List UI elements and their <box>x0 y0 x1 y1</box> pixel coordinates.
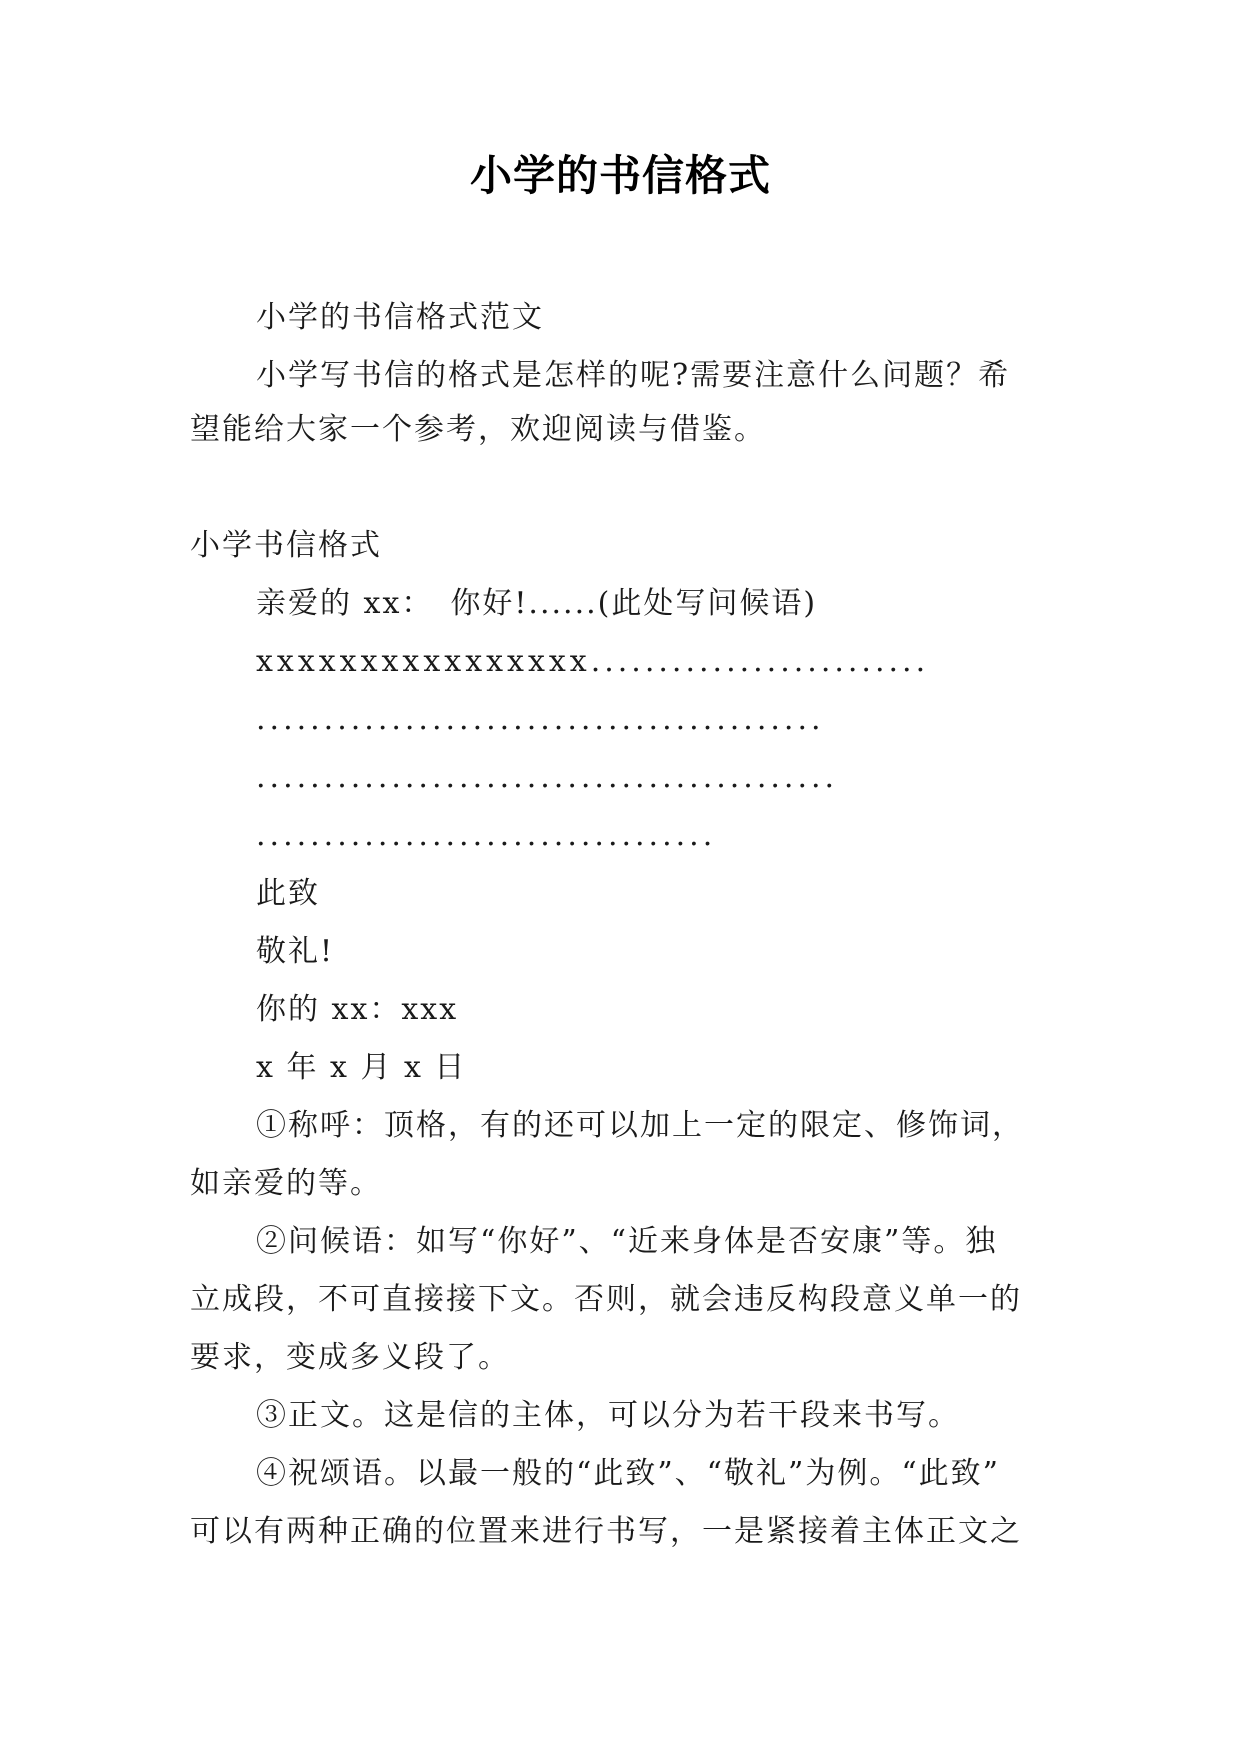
paragraph-line: ④祝颂语。以最一般的“此致”、“敬礼”为例。“此致” <box>256 1456 1001 1491</box>
letter-body-line: .......................................... <box>256 702 825 737</box>
paragraph-line: 要求，变成多义段了。 <box>190 1340 510 1375</box>
paragraph-line: 如亲爱的等。 <box>190 1166 382 1201</box>
paragraph-line: ①称呼：顶格，有的还可以加上一定的限定、修饰词， <box>256 1108 1024 1143</box>
paragraph-line: 小学的书信格式范文 <box>256 300 544 335</box>
letter-body-line: .................................. <box>256 818 717 853</box>
document-title: 小学的书信格式 <box>469 151 771 200</box>
paragraph-line: 可以有两种正确的位置来进行书写，一是紧接着主体正文之 <box>190 1514 1022 1549</box>
section-heading: 小学书信格式 <box>190 528 382 563</box>
paragraph-line: ③正文。这是信的主体，可以分为若干段来书写。 <box>256 1398 960 1433</box>
letter-salutation: 亲爱的 xx： 你好!......(此处写问候语) <box>256 586 818 621</box>
letter-body-line: xxxxxxxxxxxxxxxx......................... <box>256 644 930 679</box>
paragraph-line: 小学写书信的格式是怎样的呢?需要注意什么问题？希 <box>256 358 1011 393</box>
letter-body-line: ........................................... <box>256 760 839 795</box>
letter-closing: 此致 <box>256 876 320 911</box>
letter-signature: 你的 xx：xxx <box>256 992 459 1027</box>
letter-closing: 敬礼! <box>256 934 335 969</box>
paragraph-line: 立成段，不可直接接下文。否则，就会违反构段意义单一的 <box>190 1282 1022 1317</box>
paragraph-line: 望能给大家一个参考，欢迎阅读与借鉴。 <box>190 412 766 447</box>
letter-date: x 年 x 月 x 日 <box>256 1050 467 1085</box>
paragraph-line: ②问候语：如写“你好”、“近来身体是否安康”等。独 <box>256 1224 998 1259</box>
